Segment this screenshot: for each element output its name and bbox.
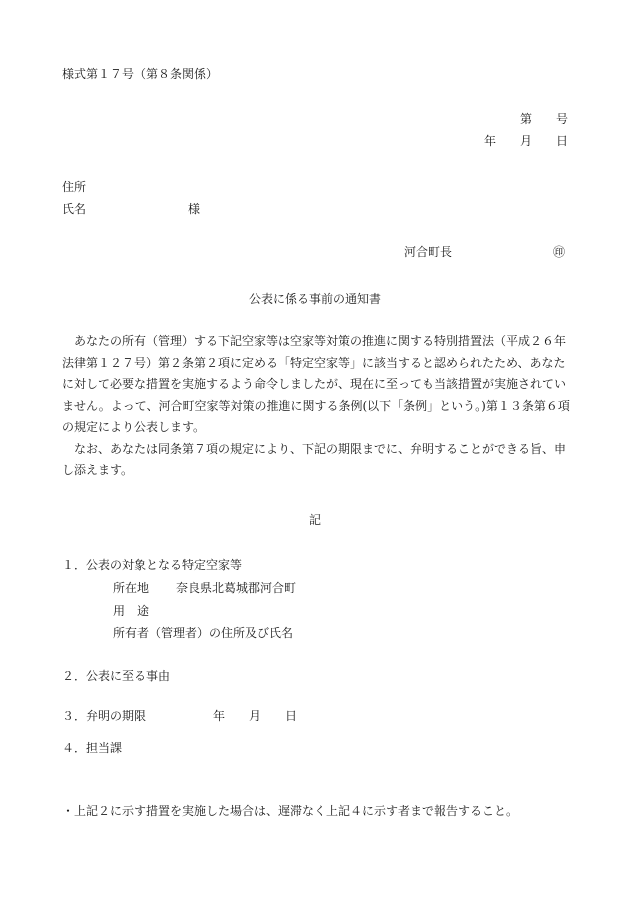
ki-heading: 記 bbox=[308, 513, 321, 527]
document-number: 第 号 bbox=[519, 112, 568, 126]
body-paragraph-1: あなたの所有（管理）する下記空家等は空家等対策の推進に関する特別措置法（平成２６年法律第１２７号）第２条第２項に定める「特定空家等」に該当すると認められたため、あなたに対して必要な措置を実施するよう命令しましたが、現在に至っても当該措置が実施されていません。よって、河合町空家等対策の推進に関する条例(以下「条例」という。)第１３条第６項の規定により公表します。 bbox=[62, 334, 570, 434]
footnote: ・上記２に示す措置を実施した場合は、遅滞なく上記４に示す者まで報告すること。 bbox=[62, 804, 519, 818]
sender-title: 河合町長 bbox=[404, 245, 453, 259]
item-4-label: ４．担当課 bbox=[62, 741, 123, 755]
honorific: 様 bbox=[188, 202, 201, 216]
owner-label: 所有者（管理者）の住所及び氏名 bbox=[113, 626, 294, 640]
item-1-label: １．公表の対象となる特定空家等 bbox=[62, 558, 243, 572]
item-2-label: ２．公表に至る事由 bbox=[62, 669, 171, 683]
address-label: 住所 bbox=[62, 180, 87, 194]
deadline-date: 年 月 日 bbox=[213, 709, 298, 723]
notice-body bbox=[62, 331, 572, 482]
use-label: 用 途 bbox=[113, 604, 150, 618]
location-label: 所在地 bbox=[113, 581, 150, 595]
document-title: 公表に係る事前の通知書 bbox=[248, 292, 381, 306]
item-3-label: ３．弁明の期限 bbox=[62, 709, 147, 723]
body-paragraph-2: なお、あなたは同条第７項の規定により、下記の期限までに、弁明することができる旨、申し添えます。 bbox=[62, 441, 567, 477]
location-value: 奈良県北葛城郡河合町 bbox=[176, 581, 297, 595]
form-number: 様式第１７号（第８条関係） bbox=[62, 67, 219, 81]
name-label: 氏名 bbox=[62, 202, 87, 216]
seal-mark: ㊞ bbox=[553, 245, 566, 259]
issue-date: 年 月 日 bbox=[483, 134, 568, 148]
